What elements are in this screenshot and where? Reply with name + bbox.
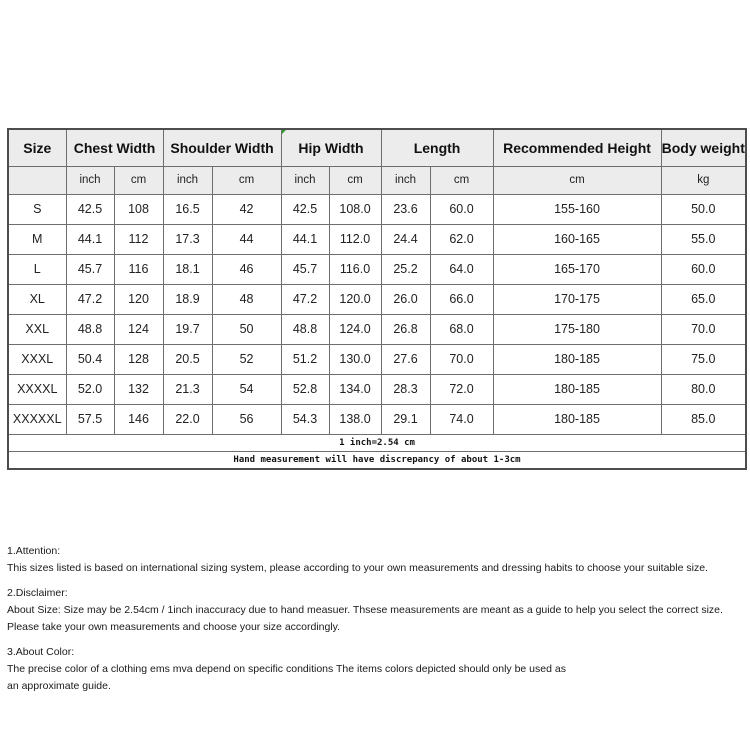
measurement-value-cell: 180-185: [493, 404, 661, 434]
footnote-row-inch-conversion: [8, 434, 746, 451]
note-disclaimer-heading: 2.Disclaimer:: [7, 587, 68, 599]
measurement-value-cell: 44.1: [66, 224, 114, 254]
table-unit-row: [8, 166, 746, 194]
table-row: [8, 224, 746, 254]
measurement-value-cell: 42: [212, 194, 281, 224]
measurement-value-cell: 62.0: [430, 224, 493, 254]
measurement-value-cell: 18.1: [163, 254, 212, 284]
measurement-value-cell: 42.5: [66, 194, 114, 224]
measurement-value-cell: 146: [114, 404, 163, 434]
measurement-value-cell: 47.2: [66, 284, 114, 314]
header-hip-width-label: Hip Width: [298, 139, 364, 156]
measurement-value-cell: 44.1: [281, 224, 329, 254]
measurement-value-cell: 112: [114, 224, 163, 254]
measurement-value-cell: 25.2: [381, 254, 430, 284]
measurement-value-cell: 27.6: [381, 344, 430, 374]
footnote-hand-measurement: Hand measurement will have discrepancy of about 1-3cm: [8, 451, 746, 469]
measurement-value-cell: 124.0: [329, 314, 381, 344]
measurement-value-cell: 24.4: [381, 224, 430, 254]
note-disclaimer-text-line2: Please take your own measurements and choose your size accordingly.: [7, 621, 341, 633]
header-hip-width: [281, 129, 381, 166]
measurement-value-cell: 23.6: [381, 194, 430, 224]
measurement-value-cell: 134.0: [329, 374, 381, 404]
measurement-value-cell: 75.0: [661, 344, 746, 374]
unit-chest-inch: inch: [66, 166, 114, 194]
measurement-value-cell: 52.0: [66, 374, 114, 404]
note-disclaimer-text-line1: About Size: Size may be 2.54cm / 1inch inaccuracy due to hand measuer. Thsese measurements are meant as a guide to help you select the correct size.: [7, 604, 723, 616]
table-row: [8, 314, 746, 344]
measurement-value-cell: 130.0: [329, 344, 381, 374]
measurement-value-cell: 54: [212, 374, 281, 404]
unit-hip-inch: inch: [281, 166, 329, 194]
measurement-value-cell: 21.3: [163, 374, 212, 404]
measurement-value-cell: 48: [212, 284, 281, 314]
measurement-value-cell: 46: [212, 254, 281, 284]
note-disclaimer: [7, 585, 748, 636]
footnote-row-hand-measurement: [8, 451, 746, 469]
size-label-cell: XXXL: [8, 344, 66, 374]
size-label-cell: S: [8, 194, 66, 224]
measurement-value-cell: 66.0: [430, 284, 493, 314]
unit-height-cm: cm: [493, 166, 661, 194]
note-about-color-text-line2: an approximate guide.: [7, 680, 111, 692]
measurement-value-cell: 45.7: [66, 254, 114, 284]
unit-shoulder-cm: cm: [212, 166, 281, 194]
measurement-value-cell: 132: [114, 374, 163, 404]
measurement-value-cell: 116: [114, 254, 163, 284]
size-label-cell: XL: [8, 284, 66, 314]
table-row: [8, 404, 746, 434]
measurement-value-cell: 120: [114, 284, 163, 314]
measurement-value-cell: 54.3: [281, 404, 329, 434]
unit-length-inch: inch: [381, 166, 430, 194]
measurement-value-cell: 138.0: [329, 404, 381, 434]
measurement-value-cell: 160-165: [493, 224, 661, 254]
measurement-value-cell: 175-180: [493, 314, 661, 344]
measurement-value-cell: 47.2: [281, 284, 329, 314]
measurement-value-cell: 116.0: [329, 254, 381, 284]
header-chest-width: Chest Width: [66, 129, 163, 166]
header-body-weight: Body weight: [661, 129, 746, 166]
note-about-color: [7, 644, 748, 695]
note-attention-text: This sizes listed is based on international sizing system, please according to your own measurements and dressing habits to choose your suitable size.: [7, 562, 708, 574]
size-table-body: [8, 194, 746, 434]
note-attention-heading: 1.Attention:: [7, 545, 61, 557]
measurement-value-cell: 70.0: [430, 344, 493, 374]
size-label-cell: L: [8, 254, 66, 284]
measurement-value-cell: 48.8: [66, 314, 114, 344]
measurement-value-cell: 28.3: [381, 374, 430, 404]
measurement-value-cell: 50: [212, 314, 281, 344]
size-label-cell: XXL: [8, 314, 66, 344]
measurement-value-cell: 112.0: [329, 224, 381, 254]
measurement-value-cell: 120.0: [329, 284, 381, 314]
table-row: [8, 194, 746, 224]
unit-length-cm: cm: [430, 166, 493, 194]
measurement-value-cell: 51.2: [281, 344, 329, 374]
measurement-value-cell: 180-185: [493, 344, 661, 374]
measurement-value-cell: 170-175: [493, 284, 661, 314]
measurement-value-cell: 17.3: [163, 224, 212, 254]
size-label-cell: XXXXL: [8, 374, 66, 404]
footnote-inch-conversion: 1 inch=2.54 cm: [8, 434, 746, 451]
unit-hip-cm: cm: [329, 166, 381, 194]
measurement-value-cell: 52.8: [281, 374, 329, 404]
measurement-value-cell: 155-160: [493, 194, 661, 224]
measurement-value-cell: 44: [212, 224, 281, 254]
measurement-value-cell: 19.7: [163, 314, 212, 344]
size-label-cell: M: [8, 224, 66, 254]
measurement-value-cell: 52: [212, 344, 281, 374]
measurement-value-cell: 18.9: [163, 284, 212, 314]
note-about-color-text-line1: The precise color of a clothing ems mva depend on specific conditions The items colors depicted should only be used as: [7, 663, 566, 675]
unit-chest-cm: cm: [114, 166, 163, 194]
measurement-value-cell: 22.0: [163, 404, 212, 434]
measurement-value-cell: 42.5: [281, 194, 329, 224]
measurement-value-cell: 72.0: [430, 374, 493, 404]
unit-shoulder-inch: inch: [163, 166, 212, 194]
green-corner-marker: [282, 130, 286, 134]
unit-size-empty: [8, 166, 66, 194]
measurement-value-cell: 108.0: [329, 194, 381, 224]
measurement-value-cell: 26.0: [381, 284, 430, 314]
measurement-value-cell: 108: [114, 194, 163, 224]
measurement-value-cell: 16.5: [163, 194, 212, 224]
measurement-value-cell: 68.0: [430, 314, 493, 344]
table-header-row: [8, 129, 746, 166]
measurement-value-cell: 180-185: [493, 374, 661, 404]
measurement-value-cell: 124: [114, 314, 163, 344]
table-row: [8, 254, 746, 284]
header-recommended-height: Recommended Height: [493, 129, 661, 166]
measurement-value-cell: 56: [212, 404, 281, 434]
size-chart-table: [7, 128, 747, 470]
table-row: [8, 284, 746, 314]
measurement-value-cell: 60.0: [430, 194, 493, 224]
note-attention: [7, 543, 748, 577]
measurement-value-cell: 57.5: [66, 404, 114, 434]
measurement-value-cell: 65.0: [661, 284, 746, 314]
measurement-value-cell: 50.4: [66, 344, 114, 374]
header-shoulder-width: Shoulder Width: [163, 129, 281, 166]
measurement-value-cell: 64.0: [430, 254, 493, 284]
unit-weight-kg: kg: [661, 166, 746, 194]
measurement-value-cell: 74.0: [430, 404, 493, 434]
measurement-value-cell: 60.0: [661, 254, 746, 284]
measurement-value-cell: 48.8: [281, 314, 329, 344]
measurement-value-cell: 128: [114, 344, 163, 374]
measurement-value-cell: 70.0: [661, 314, 746, 344]
measurement-value-cell: 26.8: [381, 314, 430, 344]
table-row: [8, 374, 746, 404]
measurement-value-cell: 20.5: [163, 344, 212, 374]
notes-section: [7, 543, 748, 703]
measurement-value-cell: 45.7: [281, 254, 329, 284]
size-label-cell: XXXXXL: [8, 404, 66, 434]
header-size: Size: [8, 129, 66, 166]
measurement-value-cell: 165-170: [493, 254, 661, 284]
measurement-value-cell: 55.0: [661, 224, 746, 254]
header-length: Length: [381, 129, 493, 166]
measurement-value-cell: 80.0: [661, 374, 746, 404]
table-row: [8, 344, 746, 374]
measurement-value-cell: 50.0: [661, 194, 746, 224]
measurement-value-cell: 85.0: [661, 404, 746, 434]
measurement-value-cell: 29.1: [381, 404, 430, 434]
note-about-color-heading: 3.About Color:: [7, 646, 75, 658]
